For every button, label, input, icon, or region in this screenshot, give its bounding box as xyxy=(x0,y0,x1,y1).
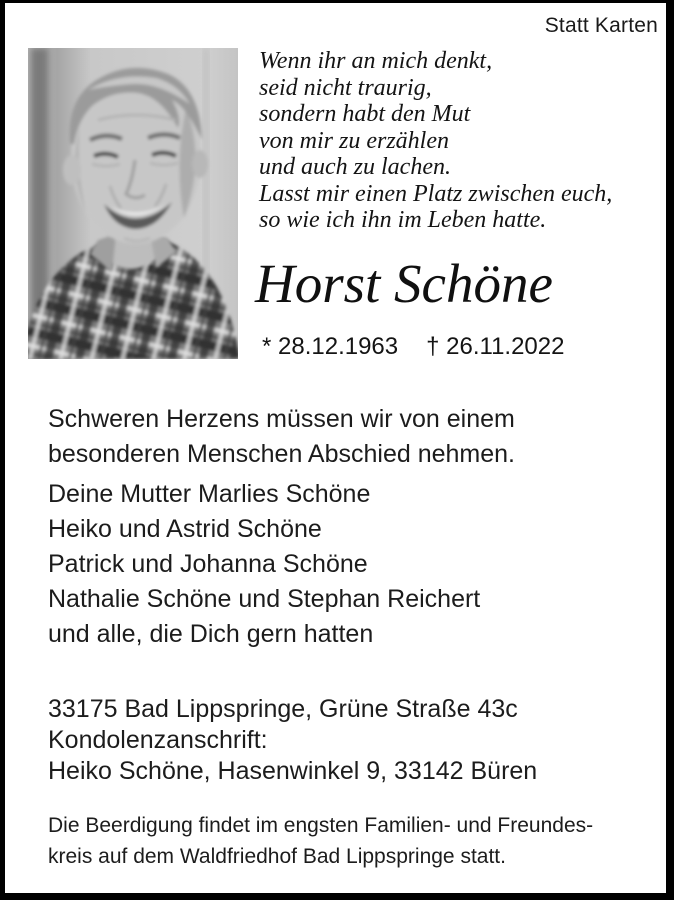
life-dates xyxy=(262,333,564,361)
deceased-name: Horst Schöne xyxy=(255,253,553,314)
mourner-line: Heiko und Astrid Schöne xyxy=(48,515,322,543)
mourner-line: Deine Mutter Marlies Schöne xyxy=(48,480,371,508)
address-block xyxy=(48,694,537,787)
poem-line: Wenn ihr an mich denkt, xyxy=(259,48,493,74)
poem-line: so wie ich ihn im Leben hatte. xyxy=(259,207,547,233)
funeral-line: kreis auf dem Waldfriedhof Bad Lippspringe statt. xyxy=(48,845,506,868)
birth-date: * 28.12.1963 xyxy=(262,333,399,360)
death-date: † 26.11.2022 xyxy=(426,333,565,360)
mourner-line: Nathalie Schöne und Stephan Reichert xyxy=(48,585,481,613)
intro-line: besonderen Menschen Abschied nehmen. xyxy=(48,440,515,468)
condolence-address: Heiko Schöne, Hasenwinkel 9, 33142 Büren xyxy=(48,757,538,785)
poem-line: Lasst mir einen Platz zwischen euch, xyxy=(259,180,613,207)
poem-line: von mir zu erzählen xyxy=(259,127,449,154)
poem-line: sondern habt den Mut xyxy=(259,101,471,127)
mourner-line: und alle, die Dich gern hatten xyxy=(48,620,374,648)
poem-line: seid nicht traurig, xyxy=(259,74,432,101)
condolence-label: Kondolenzanschrift: xyxy=(48,726,268,754)
address-line: 33175 Bad Lippspringe, Grüne Straße 43c xyxy=(48,695,518,723)
statt-karten-label: Statt Karten xyxy=(544,14,658,37)
memorial-poem xyxy=(259,48,659,234)
mourners-list xyxy=(48,477,480,652)
portrait-photo-illustration xyxy=(28,48,238,359)
funeral-info xyxy=(48,810,593,872)
funeral-line: Die Beerdigung findet im engsten Familien- und Freundes- xyxy=(48,814,594,837)
portrait-photo xyxy=(28,48,238,359)
mourner-line: Patrick und Johanna Schöne xyxy=(48,550,368,578)
intro-line: Schweren Herzens müssen wir von einem xyxy=(48,405,515,433)
poem-line: und auch zu lachen. xyxy=(259,154,451,180)
intro-paragraph xyxy=(48,402,515,472)
